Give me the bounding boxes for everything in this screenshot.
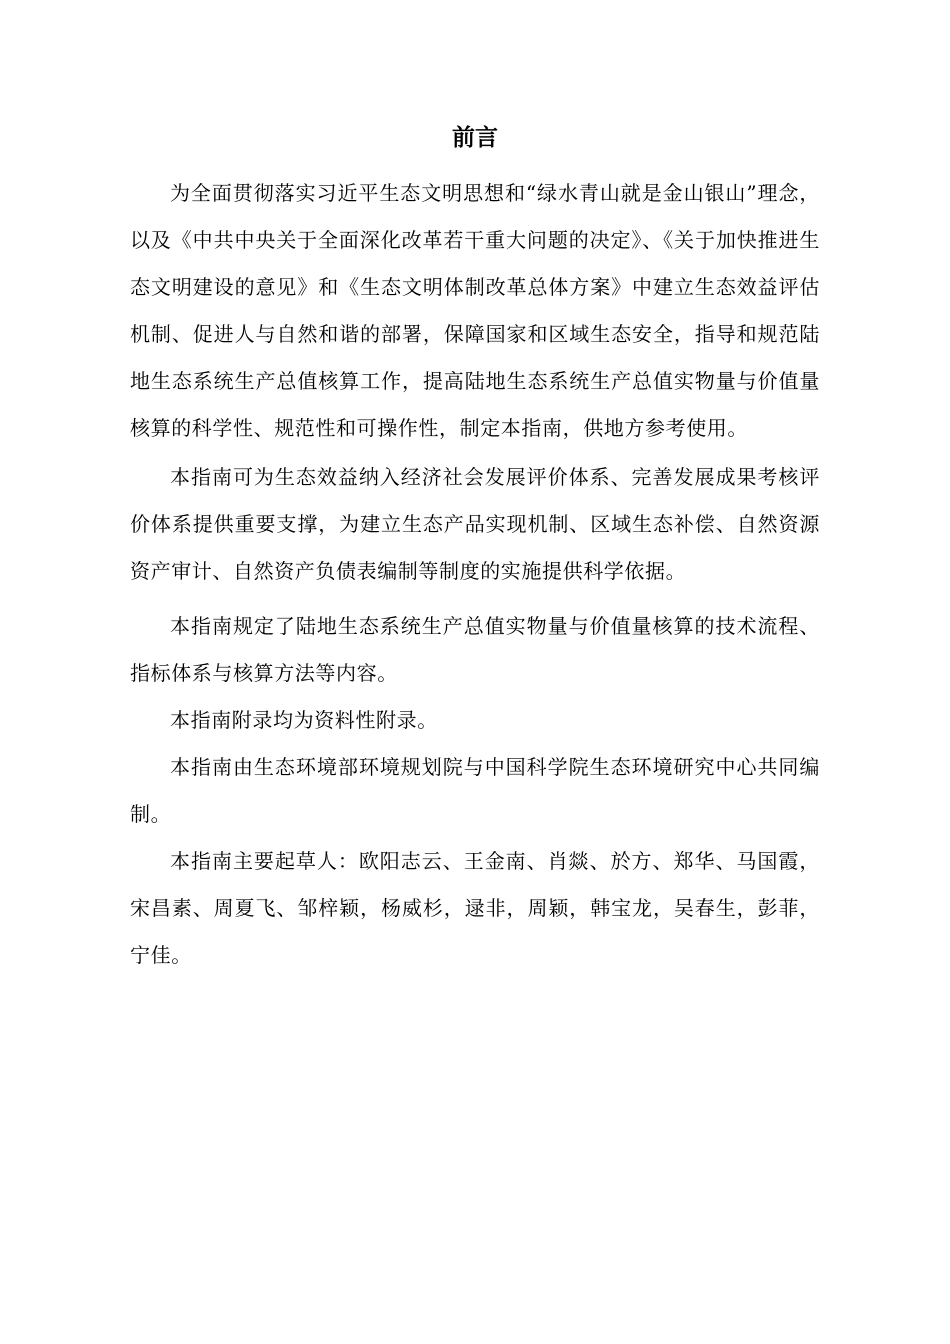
paragraph-scope: 本指南规定了陆地生态系统生产总值实物量与价值量核算的技术流程、指标体系与核算方法等内容。 [130,614,820,685]
paragraph-drafters: 本指南主要起草人：欧阳志云、王金南、肖燚、於方、郑华、马国霞，宋昌素、周夏飞、邹梓颖，杨威杉，逯非，周颖，韩宝龙，吴春生，彭菲，宁佳。 [130,849,820,967]
paragraph-purpose: 为全面贯彻落实习近平生态文明思想和“绿水青山就是金山银山”理念，以及《中共中央关于全面深化改革若干重大问题的决定》、《关于加快推进生态文明建设的意见》和《生态文明体制改革总体方案》中建立生态效益评估机制、促进人与自然和谐的部署，保障国家和区域生态安全，指导和规范陆地生态系统生产总值核算工作，提高陆地生态系统生产总值实物量与价值量核算的科学性、规范性和可操作性，制定本指南，供地方参考使用。 [130,181,820,440]
paragraph-appendix-note: 本指南附录均为资料性附录。 [170,708,438,732]
page-title: 前言 [452,125,498,151]
paragraph-application: 本指南可为生态效益纳入经济社会发展评价体系、完善发展成果考核评价体系提供重要支撑，为建立生态产品实现机制、区域生态补偿、自然资源资产审计、自然资产负债表编制等制度的实施提供科学依据。 [130,465,820,583]
document-body [130,170,820,979]
paragraph-compilers: 本指南由生态环境部环境规划院与中国科学院生态环境研究中心共同编制。 [130,755,820,826]
